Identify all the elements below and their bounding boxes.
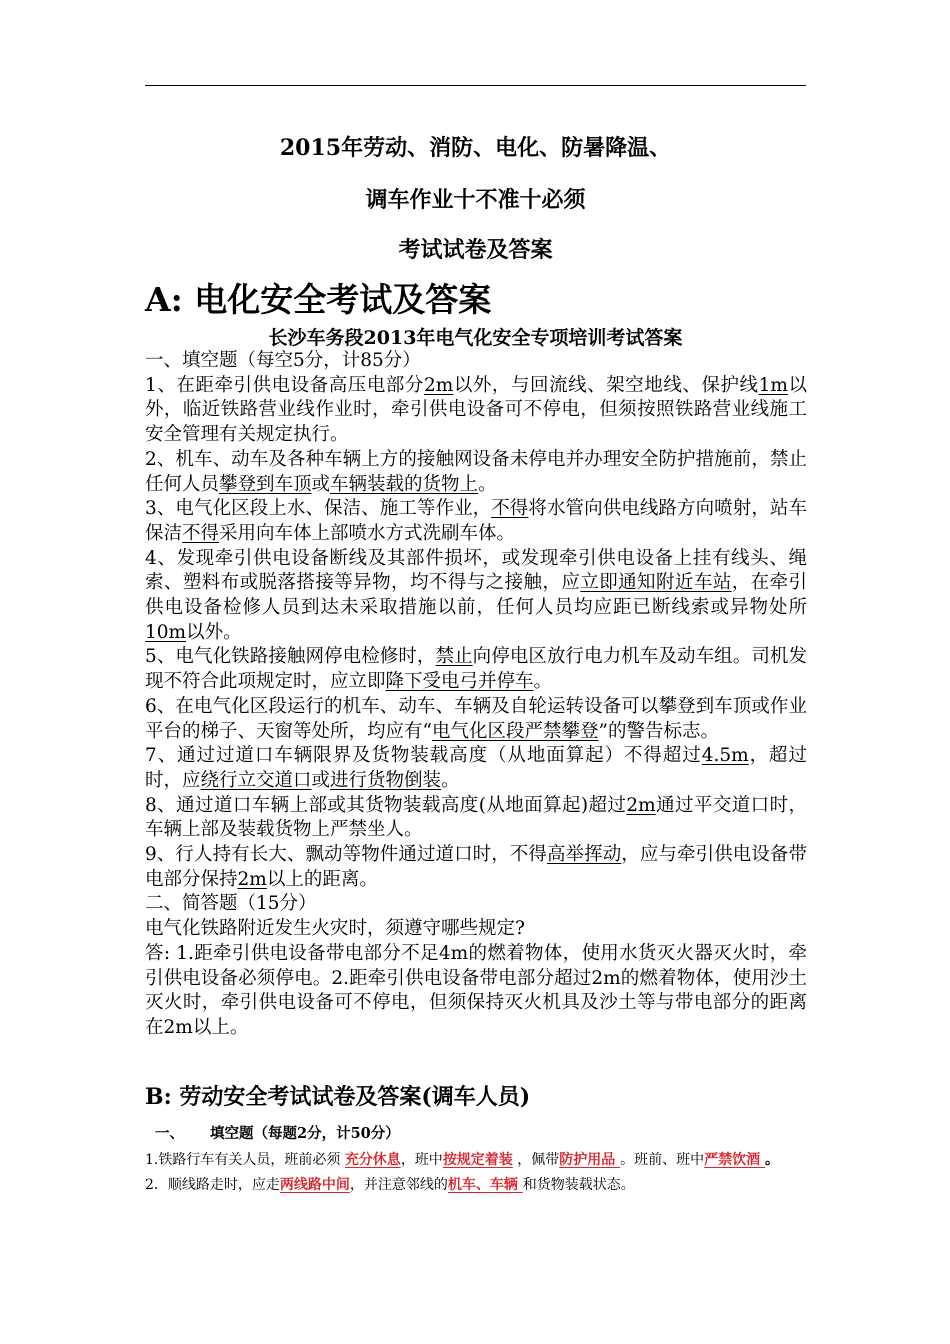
q3-text-b: 将水管向供电线路方向喷射，站车保洁 xyxy=(145,498,807,544)
doc-title-line-2: 调车作业十不准十必须 xyxy=(365,187,586,213)
question-2 xyxy=(145,448,807,497)
q2-text-c: 。 xyxy=(478,473,497,495)
q5-answer-1: 禁止 xyxy=(435,646,473,668)
q2-text-a: 2、机车、动车及各种车辆上方的接触网设备未停电并办理安全防护措施前，禁止任何人员 xyxy=(145,448,807,495)
q5-text-c: 。 xyxy=(533,671,553,693)
short-answer-heading: 二、简答题（15分） xyxy=(145,893,317,915)
bq1-text-a: 1.铁路行车有关人员，班前必须 xyxy=(145,1152,345,1168)
q9-text-a: 9、行人持有长大、飘动等物件通过道口时，不得 xyxy=(145,844,547,866)
q9-answer-2: 2m xyxy=(237,868,267,890)
b-question-1 xyxy=(145,1148,807,1173)
bq1-answer-2: 按规定着装 xyxy=(442,1152,513,1168)
bq2-text-b: ，并注意邻线的 xyxy=(349,1177,448,1193)
q2-answer-2: 车辆装载的货物上 xyxy=(330,473,479,495)
bq1-text-e: 。 xyxy=(765,1152,780,1168)
q7-text-b: ，超过时，应 xyxy=(145,745,807,791)
question-8 xyxy=(145,794,807,843)
short-answer-text: 答: 1.距牵引供电设备带电部分不足4m的燃着物体，使用水货灭火器灭火时，牵引供电设备必须停电。2.距牵引供电设备带电部分超过2m的燃着物体，使用沙土灭火时，牵引供电设备可不停电，但须保持灭火机具及沙土等与带电部分的距离在2m以上。 xyxy=(145,942,807,1038)
bq1-answer-4: 严禁饮酒 xyxy=(704,1152,766,1168)
q4-text-b: ，在牵引供电设备检修人员到达未采取措施以前，任何人员均应距已断线索或异物处所 xyxy=(145,572,807,619)
short-answer-question: 电气化铁路附近发生火灾时，须遵守哪些规定? xyxy=(145,918,525,940)
bq2-answer-1: 两线路中间 xyxy=(279,1177,350,1193)
section-b-fill-heading xyxy=(145,1121,807,1146)
q1-answer-2: 1m xyxy=(758,374,788,396)
section-a-subtitle: 长沙车务段2013年电气化安全专项培训考试答案 xyxy=(268,327,683,349)
q6-answer-1: 电气化区段严禁攀登 xyxy=(431,720,599,742)
bq1-answer-3: 防护用品 xyxy=(559,1152,621,1168)
q7-text-c: 或 xyxy=(311,769,331,791)
q1-text-a: 1、在距牵引供电设备高压电部分 xyxy=(145,374,424,396)
header-rule xyxy=(145,85,806,86)
question-7 xyxy=(145,744,807,793)
section-b-heading: B: 劳动安全考试试卷及答案(调车人员) xyxy=(145,1084,531,1110)
q4-answer-2: 10m xyxy=(145,621,187,643)
q5-answer-2: 降下受电弓并停车 xyxy=(385,671,534,693)
section-b-fill-number: 一、 xyxy=(155,1125,184,1142)
q7-answer-1: 4.5m xyxy=(701,745,749,767)
section-a-body xyxy=(145,349,807,1041)
q8-text-b: 通过平交道口时，车辆上部及装载货物上严禁坐人。 xyxy=(145,794,807,841)
q4-text-a: 4、发现牵引供电设备断线及其部件损坏，或发现牵引供电设备上挂有线头、绳索、塑料布或脱落搭接等异物，均不得与之接触，应 xyxy=(145,547,807,594)
q1-answer-1: 2m xyxy=(423,374,454,396)
bq2-answer-2: 机车、车辆 xyxy=(447,1177,523,1193)
q7-answer-3: 进行货物倒装 xyxy=(330,769,442,791)
q9-answer-1: 高举挥动 xyxy=(546,844,622,866)
bq1-text-c: ，佩带 xyxy=(512,1152,560,1168)
bq1-text-d: 。班前、班中 xyxy=(620,1152,705,1168)
q3-answer-2: 不得 xyxy=(182,522,220,544)
q5-text-a: 5、电气化铁路接触网停电检修时， xyxy=(145,646,436,668)
q8-text-a: 8、通过道口车辆上部或其货物装载高度(从地面算起)超过 xyxy=(145,794,627,816)
q5-text-b: 向停电区放行电力机车及动车组。司机发现不符合此项规定时，应立即 xyxy=(145,646,807,693)
q6-text-a: 6、在电气化区段运行的机车、动车、车辆及自轮运转设备可以攀登到车顶或作业平台的梯子、天窗等处所，均应有“ xyxy=(145,695,807,742)
q2-answer-1: 攀登到车顶 xyxy=(219,473,312,495)
section-b-fill-label: 填空题（每题2分，计50分） xyxy=(210,1125,400,1142)
bq1-text-b: ，班中 xyxy=(400,1152,443,1168)
q4-answer-1: 立即通知附近车站 xyxy=(580,572,732,594)
doc-title-line-1: 2015年劳动、消防、电化、防暑降温、 xyxy=(279,135,672,161)
bq2-text-c: 和货物装载状态。 xyxy=(522,1177,635,1193)
q3-answer-1: 不得 xyxy=(491,498,529,520)
q2-text-b: 或 xyxy=(311,473,331,495)
question-1 xyxy=(145,374,807,448)
q9-text-c: 以上的距离。 xyxy=(266,868,378,890)
q8-answer-1: 2m xyxy=(626,794,656,816)
question-5 xyxy=(145,645,807,694)
q7-answer-2: 绕行立交道口 xyxy=(200,769,312,791)
fill-heading: 一、填空题（每空5分，计85分） xyxy=(145,350,421,371)
question-4 xyxy=(145,547,807,646)
question-6 xyxy=(145,695,807,744)
q3-text-c: 采用向车体上部喷水方式洗刷车体。 xyxy=(219,522,516,544)
b-question-2 xyxy=(145,1173,807,1198)
q7-text-d: 。 xyxy=(441,769,460,791)
bq2-text-a: 2．顺线路走时，应走 xyxy=(145,1177,280,1193)
question-9 xyxy=(145,843,807,892)
q4-text-c: 以外。 xyxy=(186,621,242,643)
q3-text-a: 3、电气化区段上水、保洁、施工等作业， xyxy=(145,498,492,520)
q1-text-c: 以外，临近铁路营业线作业时，牵引供电设备可不停电，但须按照铁路营业线施工安全管理有关规定执行。 xyxy=(145,374,807,446)
q7-text-a: 7、通过过道口车辆限界及货物装载高度（从地面算起）不得超过 xyxy=(145,745,702,767)
question-3 xyxy=(145,497,807,546)
q6-text-b: ”的警告标志。 xyxy=(598,720,719,742)
q1-text-b: 以外，与回流线、架空地线、保护线 xyxy=(453,374,759,396)
section-b-body xyxy=(145,1121,807,1198)
doc-title-line-3: 考试试卷及答案 xyxy=(398,237,553,263)
bq1-answer-1: 充分休息 xyxy=(344,1152,401,1168)
section-a-heading: A: 电化安全考试及答案 xyxy=(145,280,492,319)
q9-text-b: ，应与牵引供电设备带电部分保持 xyxy=(145,844,807,890)
